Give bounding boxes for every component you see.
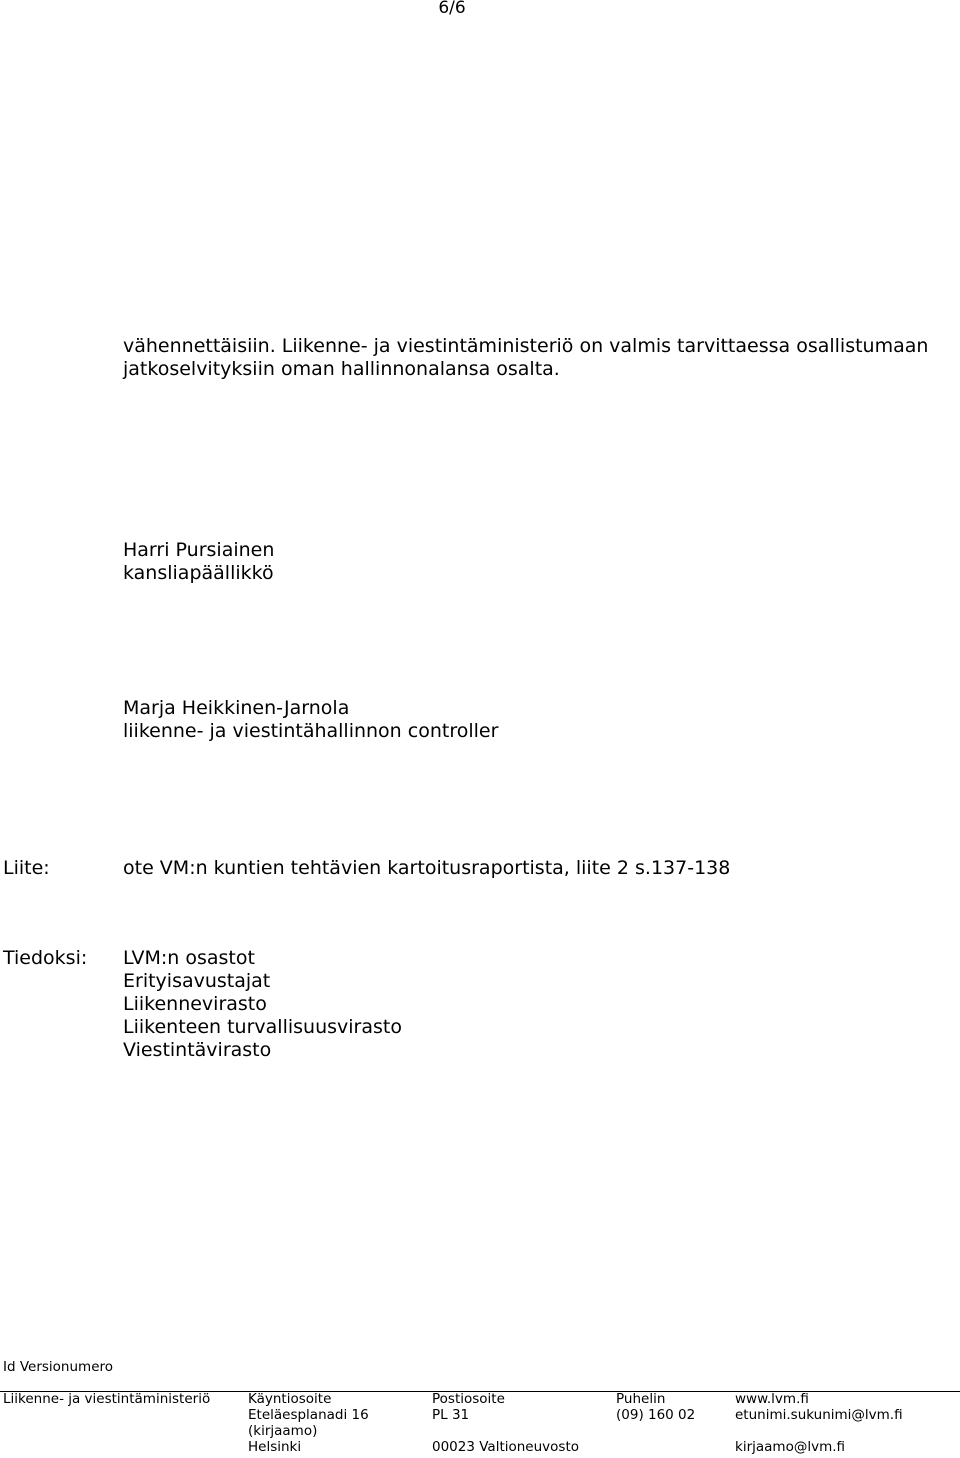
footer-email-registry[interactable]: kirjaamo@lvm.fi xyxy=(735,1439,846,1455)
page-number: 6/6 xyxy=(438,0,466,18)
footer-phone-label: Puhelin xyxy=(616,1391,666,1407)
paragraph-line-1: vähennettäisiin. Liikenne- ja viestintäministeriö on valmis tarvittaessa osallistumaan xyxy=(123,335,929,357)
distribution-item: Viestintävirasto xyxy=(123,1039,272,1061)
footer-post-city: 00023 Valtioneuvosto xyxy=(432,1439,580,1455)
footer-phone-number: (09) 160 02 xyxy=(616,1407,696,1423)
distribution-label: Tiedoksi: xyxy=(3,947,88,969)
signatory-name: Marja Heikkinen-Jarnola xyxy=(123,697,350,719)
distribution-item: LVM:n osastot xyxy=(123,947,255,969)
footer-visit-label: Käyntiosoite xyxy=(248,1391,332,1407)
footer-visit-street: Eteläesplanadi 16 xyxy=(248,1407,369,1423)
attachment-text: ote VM:n kuntien tehtävien kartoitusraportista, liite 2 s.137-138 xyxy=(123,857,731,879)
distribution-item: Liikennevirasto xyxy=(123,993,267,1015)
paragraph-line-2: jatkoselvityksiin oman hallinnonalansa osalta. xyxy=(123,358,560,380)
footer-postal-address xyxy=(432,1391,579,1455)
footer-post-label: Postiosoite xyxy=(432,1391,505,1407)
signature-block-2 xyxy=(123,697,498,743)
footer-visit-note: (kirjaamo) xyxy=(248,1423,318,1439)
footer-visit-city: Helsinki xyxy=(248,1439,302,1455)
closing-paragraph xyxy=(123,335,928,381)
version-line: Id Versionumero xyxy=(3,1359,114,1375)
footer-visiting-address xyxy=(248,1391,369,1455)
distribution-list xyxy=(123,947,402,1062)
distribution-item: Erityisavustajat xyxy=(123,970,271,992)
signatory-title: liikenne- ja viestintähallinnon controller xyxy=(123,720,499,742)
footer-organization xyxy=(3,1391,210,1407)
distribution-item: Liikenteen turvallisuusvirasto xyxy=(123,1016,402,1038)
footer-org-name: Liikenne- ja viestintäministeriö xyxy=(3,1391,211,1407)
signatory-title: kansliapäällikkö xyxy=(123,562,274,584)
footer-email-personal[interactable]: etunimi.sukunimi@lvm.fi xyxy=(735,1407,903,1423)
footer-phone xyxy=(616,1391,695,1423)
signature-block-1 xyxy=(123,539,274,585)
footer-contact xyxy=(735,1391,903,1455)
signatory-name: Harri Pursiainen xyxy=(123,539,275,561)
footer-website-link[interactable]: www.lvm.fi xyxy=(735,1391,809,1407)
footer-post-box: PL 31 xyxy=(432,1407,470,1423)
attachment-label: Liite: xyxy=(3,857,50,879)
